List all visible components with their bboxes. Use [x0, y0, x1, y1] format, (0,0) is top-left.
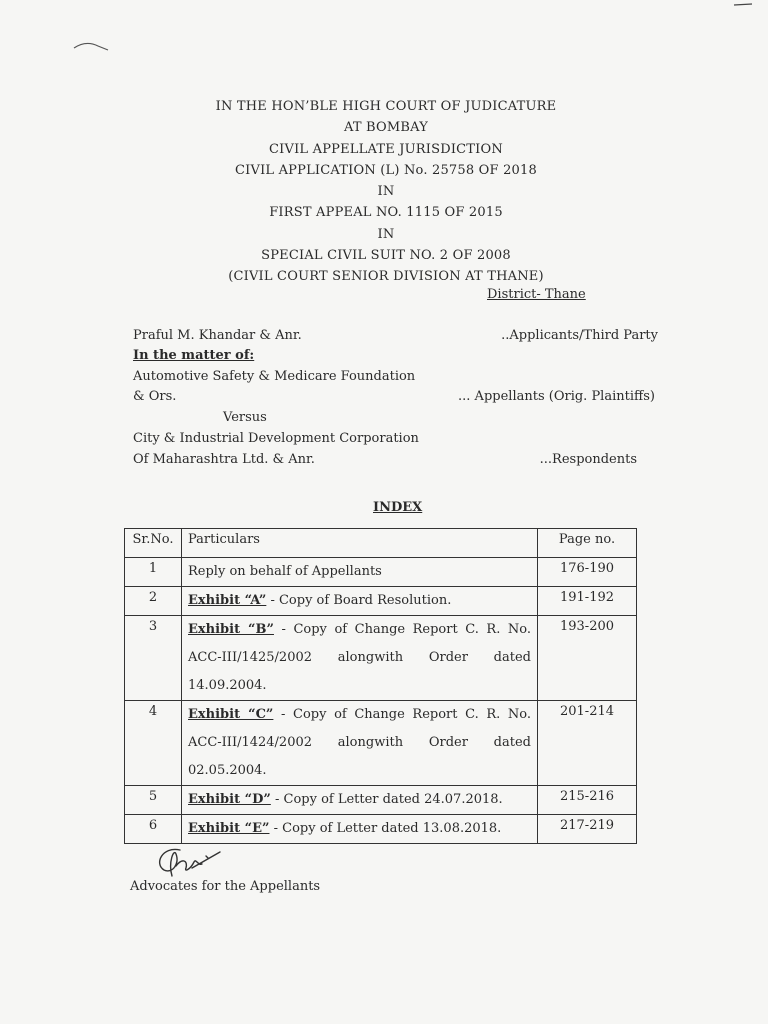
appellant-row-1: [133, 369, 658, 389]
heading-line: FIRST APPEAL NO. 1115 OF 2015: [269, 205, 503, 221]
header-sr: Sr.No.: [125, 529, 182, 558]
applicant-name: Praful M. Khandar & Anr.: [133, 328, 302, 343]
appellant-role: ... Appellants (Orig. Plaintiffs): [458, 389, 655, 404]
row-text: - Copy of Change Report C. R. No. ACC-III/1425/2002 alongwith Order dated 14.09.2004.: [188, 622, 531, 693]
row-exhibit: Exhibit “C”: [188, 707, 274, 722]
respondent-name-cont: Of Maharashtra Ltd. & Anr.: [133, 452, 315, 467]
heading-line: CIVIL APPLICATION (L) No. 25758 OF 2018: [235, 162, 537, 178]
row-exhibit: Exhibit “E”: [188, 821, 270, 836]
scan-mark-top-right: [730, 0, 760, 12]
row-pages: 201-214: [538, 701, 637, 786]
appellant-name: Automotive Safety & Medicare Foundation: [133, 369, 416, 384]
row-text: - Copy of Change Report C. R. No. ACC-III/1424/2002 alongwith Order dated 02.05.2004.: [188, 707, 531, 778]
applicant-role: ..Applicants/Third Party: [501, 328, 658, 343]
applicant-row: [133, 328, 658, 348]
heading-line: IN THE HON’BLE HIGH COURT OF JUDICATURE: [215, 99, 557, 114]
row-exhibit: Exhibit “B”: [188, 622, 274, 637]
heading-line: (CIVIL COURT SENIOR DIVISION AT THANE): [228, 269, 544, 285]
table-row: [125, 616, 637, 701]
row-pages: 217-219: [538, 815, 637, 844]
header-particulars: Particulars: [182, 529, 538, 558]
row-pages: 215-216: [538, 786, 637, 815]
respondent-row-1: [133, 431, 658, 451]
row-particulars: [182, 815, 538, 844]
row-sr: 4: [125, 701, 182, 786]
row-sr: 5: [125, 786, 182, 815]
in-the-matter-of: In the matter of:: [133, 348, 255, 363]
table-row: [125, 786, 637, 815]
row-sr: 3: [125, 616, 182, 701]
row-particulars: [182, 587, 538, 616]
row-text: - Copy of Board Resolution.: [266, 593, 452, 608]
row-particulars: [182, 701, 538, 786]
in-the-matter-row: [133, 348, 658, 368]
index-title: INDEX: [373, 500, 423, 515]
table-header-row: [125, 529, 637, 558]
row-exhibit: Exhibit “D”: [188, 792, 271, 807]
appellant-name-cont: & Ors.: [133, 389, 177, 404]
table-row: [125, 701, 637, 786]
district-label: District- Thane: [487, 287, 586, 302]
row-text: Reply on behalf of Appellants: [188, 564, 382, 579]
respondent-name: City & Industrial Development Corporation: [133, 431, 419, 446]
respondent-role: ...Respondents: [539, 452, 637, 467]
heading-line: CIVIL APPELLATE JURISDICTION: [269, 141, 503, 157]
row-sr: 6: [125, 815, 182, 844]
row-text: - Copy of Letter dated 13.08.2018.: [269, 821, 502, 836]
row-exhibit: Exhibit “A”: [188, 593, 267, 608]
scan-mark-top-left: [72, 38, 112, 54]
respondent-row-2: [133, 452, 637, 472]
index-table: [124, 528, 637, 844]
row-sr: 1: [125, 558, 182, 587]
heading-line: SPECIAL CIVIL SUIT NO. 2 OF 2008: [261, 248, 511, 264]
signature-image: [150, 842, 230, 882]
row-particulars: [182, 558, 538, 587]
row-particulars: [182, 616, 538, 701]
heading-line: IN: [377, 184, 395, 200]
row-pages: 176-190: [538, 558, 637, 587]
table-row: [125, 815, 637, 844]
row-pages: 191-192: [538, 587, 637, 616]
advocates-label: Advocates for the Appellants: [130, 879, 321, 894]
row-text: - Copy of Letter dated 24.07.2018.: [270, 792, 503, 807]
header-page: Page no.: [538, 529, 637, 558]
row-particulars: [182, 786, 538, 815]
appellant-row-2: [133, 389, 655, 409]
row-sr: 2: [125, 587, 182, 616]
versus-row: [223, 410, 748, 430]
table-row: [125, 558, 637, 587]
row-pages: 193-200: [538, 616, 637, 701]
heading-line: IN: [377, 226, 395, 242]
versus-label: Versus: [223, 410, 267, 425]
table-row: [125, 587, 637, 616]
case-heading: [130, 96, 642, 288]
heading-line: AT BOMBAY: [343, 120, 429, 136]
